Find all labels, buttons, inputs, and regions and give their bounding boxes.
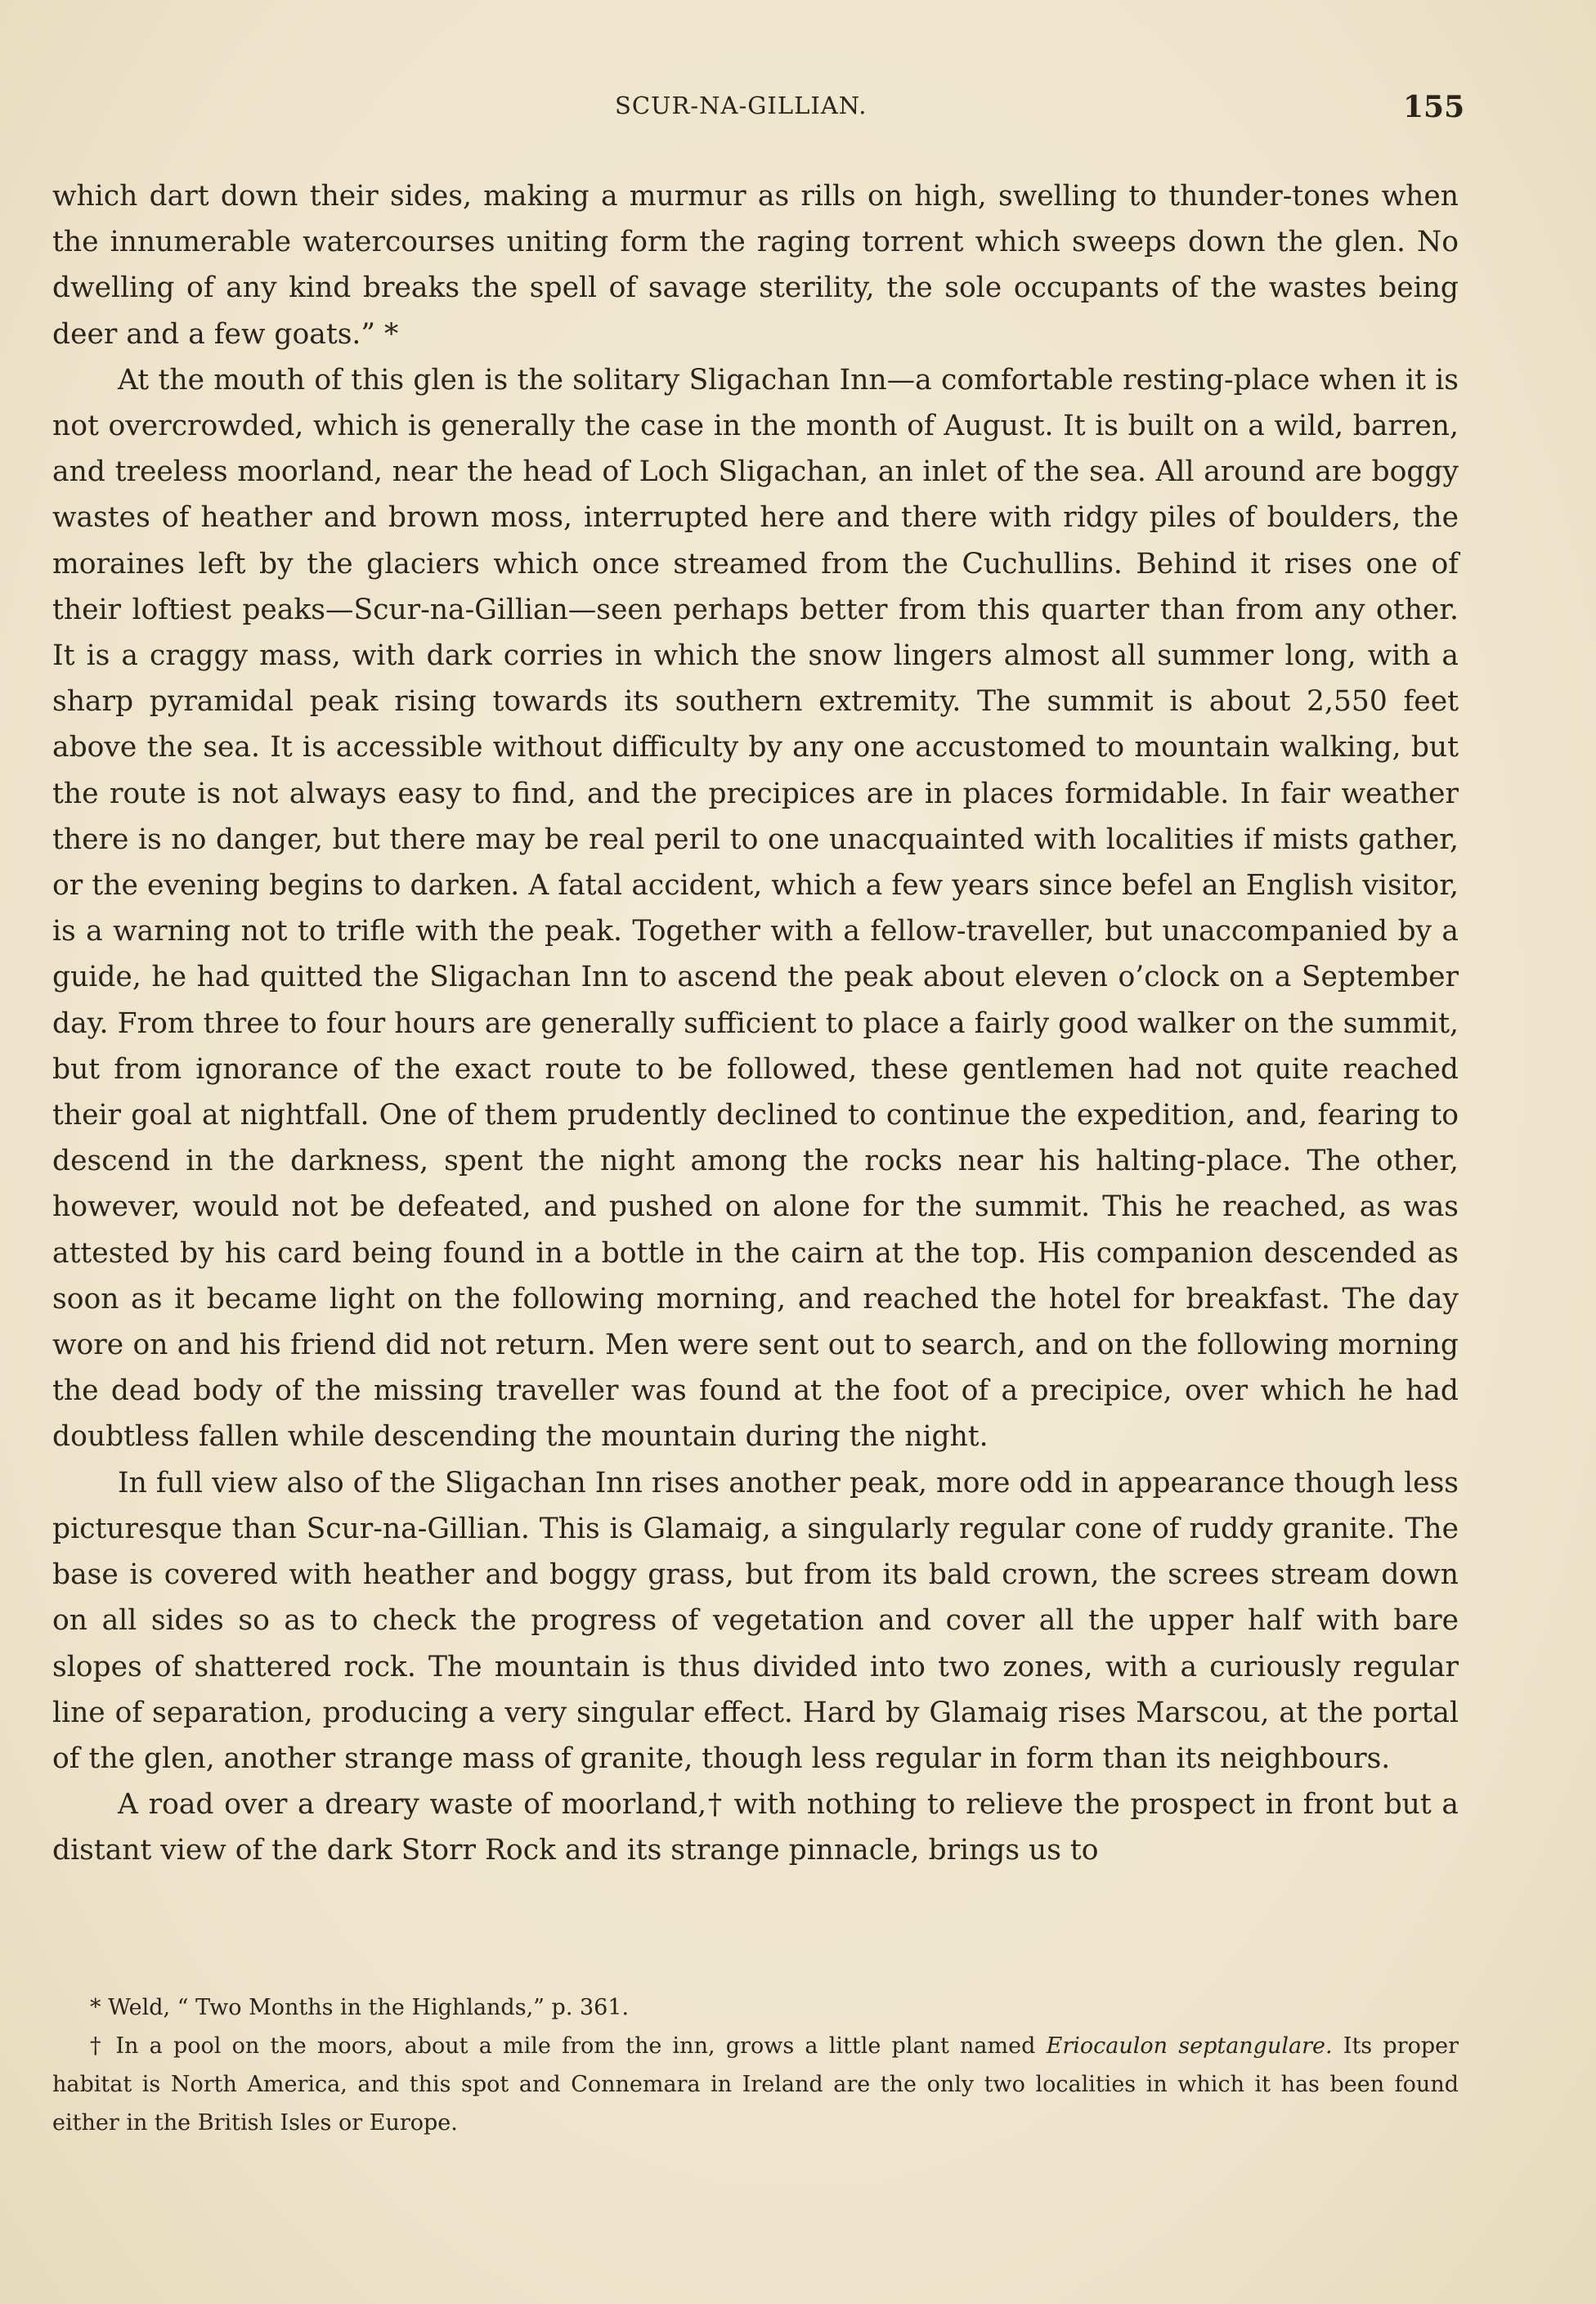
page-number: 155 bbox=[1403, 90, 1465, 124]
paragraph-road: A road over a dreary waste of moorland,† with nothing to relieve the prospect in front but a distant view of the dark Storr Rock and its strange pinnacle, brings us to bbox=[52, 1788, 1459, 1867]
body-text bbox=[52, 173, 1459, 1874]
paragraph-sligachan-inn: At the mouth of this glen is the solitary Sligachan Inn—a comfortable resting-place when it is not overcrowded, which is generally the case in the month of August. It is built on a wild, barren, and treeless moorland, near the head of Loch Sligachan, an inlet of the sea. All around are boggy wastes of heather and brown moss, interrupted here and there with ridgy piles of boulders, the moraines left by the glaciers which once streamed from the Cuchullins. Behind it rises one of their loftiest peaks—Scur-na-Gillian—seen perhaps better from this quarter than from any other. It is a craggy mass, with dark corries in which the snow lingers almost all summer long, with a sharp pyramidal peak rising towards its southern extremity. The summit is about 2,550 feet above the sea. It is accessible without difficulty by any one accustomed to mountain walking, but the route is not always easy to find, and the precipices are in places formidable. In fair weather there is no danger, but there may be real peril to one unacquainted with localities if mists gather, or the evening begins to darken. A fatal accident, which a few years since befel an English visitor, is a warning not to trifle with the peak. Together with a fellow-traveller, but unaccompanied by a guide, he had quitted the Sligachan Inn to ascend the peak about eleven o’clock on a September day. From three to four hours are generally sufficient to place a fairly good walker on the summit, but from ignorance of the exact route to be followed, these gentlemen had not quite reached their goal at nightfall. One of them prudently declined to continue the expedition, and, fearing to descend in the darkness, spent the night among the rocks near his halting-place. The other, however, would not be defeated, and pushed on alone for the summit. This he reached, as was attested by his card being found in a bottle in the cairn at the top. His companion descended as soon as it became light on the following morning, and reached the hotel for breakfast. The day wore on and his friend did not return. Men were sent out to search, and on the following morning the dead body of the missing traveller was found at the foot of a precipice, over which he had doubtless fallen while descending the mountain during the night. bbox=[52, 363, 1459, 1454]
footnote-eriocaulon-text-end: Its proper habitat is North America, and this spot and Connemara in Ireland are the only two localities in which it has been found either in the British Isles or Europe. bbox=[52, 2033, 1459, 2136]
footnote-eriocaulon bbox=[52, 2027, 1459, 2142]
paragraph-glamaig: In full view also of the Sligachan Inn rises another peak, more odd in appearance though less picturesque than Scur-na-Gillian. This is Glamaig, a singularly regular cone of ruddy granite. The base is covered with heather and boggy grass, but from its bald crown, the screes stream down on all sides so as to check the progress of vegetation and cover all the upper half with bare slopes of shattered rock. The mountain is thus divided into two zones, with a curiously regular line of separation, producing a very singular effect. Hard by Glamaig rises Marscou, at the portal of the glen, another strange mass of granite, though less regular in form than its neighbours. bbox=[52, 1466, 1459, 1775]
footnote-weld: * Weld, “ Two Months in the Highlands,” p. 361. bbox=[90, 1995, 630, 2020]
footnote-eriocaulon-species: Eriocaulon septangulare. bbox=[1046, 2033, 1333, 2059]
footnote-eriocaulon-text-start: † In a pool on the moors, about a mile from the inn, grows a little plant named bbox=[90, 2033, 1047, 2059]
paragraph-continued: which dart down their sides, making a murmur as rills on high, swelling to thunder-tones when the innumerable watercourses uniting form the raging torrent which sweeps down the glen. No dwelling of any kind breaks the spell of savage sterility, the sole occupants of the wastes being deer and a few goats.” * bbox=[52, 180, 1459, 351]
footnotes bbox=[52, 1988, 1459, 2142]
running-head bbox=[0, 92, 1596, 124]
running-title: SCUR-NA-GILLIAN. bbox=[615, 92, 867, 119]
